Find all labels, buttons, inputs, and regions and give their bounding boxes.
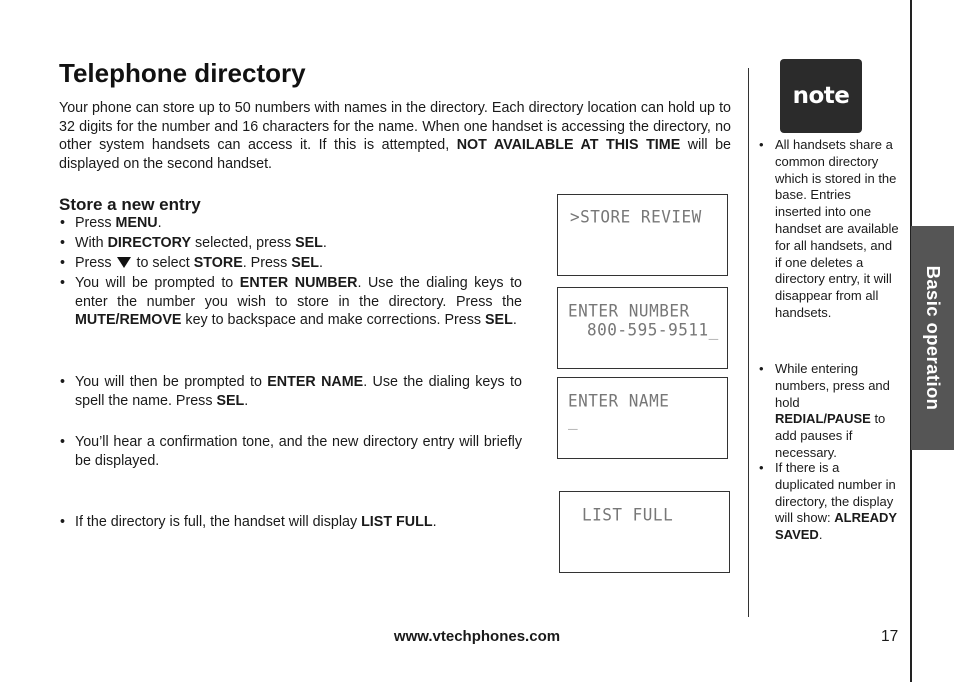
lcd-screen-list-full xyxy=(559,491,730,573)
step-text: Press xyxy=(75,255,116,272)
note-text: While entering numbers, press and hold xyxy=(775,361,890,410)
lcd-line: ENTER NAME xyxy=(568,390,670,411)
step-key: MUTE/REMOVE xyxy=(75,312,182,329)
step-key: SEL xyxy=(295,235,323,252)
lcd-line: LIST FULL xyxy=(582,504,674,525)
step-text: . xyxy=(244,392,249,409)
step-text: key to backspace and make corrections. Press xyxy=(181,312,486,329)
step-item xyxy=(59,513,522,532)
step-item xyxy=(59,254,522,273)
lcd-screen-store-review xyxy=(557,194,728,276)
step-text: You will be prompted to xyxy=(75,275,240,292)
note-item xyxy=(759,361,899,462)
lcd-line: 800-595-9511_ xyxy=(587,319,719,340)
step-key: ENTER NUMBER xyxy=(239,275,358,292)
lcd-screen-enter-name xyxy=(557,377,728,459)
step-key: MENU xyxy=(115,215,158,231)
steps-list xyxy=(59,214,522,332)
note-item xyxy=(759,460,899,544)
step-text: . Use the dialing keys to enter the number you wish to store in the directory. Press the xyxy=(75,275,522,310)
lcd-line: _ xyxy=(568,409,579,430)
footer-url: www.vtechphones.com xyxy=(393,628,561,645)
note-text: If there is a duplicated number in directory, the display will show: xyxy=(775,460,896,526)
intro-text-2: will be displayed on the second handset. xyxy=(59,137,732,172)
intro-bold-1: NOT AVAILABLE AT THIS TIME xyxy=(456,137,681,154)
lcd-line: ENTER NUMBER xyxy=(568,300,690,321)
note-text: to add pauses if necessary. xyxy=(775,411,886,460)
step-text: You will then be prompted to xyxy=(75,374,268,390)
step-full-list xyxy=(59,513,522,532)
note-label: note xyxy=(792,83,850,109)
step-text: . xyxy=(157,215,162,231)
section-side-tab xyxy=(911,226,954,450)
step-name-list xyxy=(59,373,522,410)
note-item: • All handsets share a common directory which is stored in the base. Entries inserted into one handset are available for all handsets, and if one deletes a directory entry, it will disappear from all handsets. xyxy=(759,137,899,322)
step-key: SEL xyxy=(485,312,513,329)
section-heading: Store a new entry xyxy=(59,195,201,214)
step-text: With xyxy=(75,235,108,252)
note-badge xyxy=(780,59,862,133)
step-text: . xyxy=(319,255,323,272)
intro-text-1: Your phone can store up to 50 numbers with names in the directory. Each directory location can hold up to 32 digits for the number and 16 characters for the name. When one handset is accessing the directory, no other system handsets can access it. If this is attempted, xyxy=(59,100,731,154)
step-confirm-list xyxy=(59,433,522,470)
note-key: REDIAL/PAUSE xyxy=(775,411,871,427)
note-list xyxy=(759,137,899,322)
step-text: Press xyxy=(75,215,116,231)
lcd-screen-enter-number xyxy=(557,287,728,369)
step-item xyxy=(59,274,522,330)
step-item: • You’ll hear a confirmation tone, and the new directory entry will briefly be displayed. xyxy=(59,433,522,470)
down-triangle-icon xyxy=(117,257,131,268)
step-text: If the directory is full, the handset will display xyxy=(75,514,362,530)
step-text: . xyxy=(512,312,517,329)
step-text: . Use the dialing keys to spell the name. Press xyxy=(75,374,522,409)
step-text: . Press xyxy=(242,255,292,272)
step-item xyxy=(59,234,522,253)
step-text: . xyxy=(432,514,437,530)
note-list xyxy=(759,460,899,544)
step-text: selected, press xyxy=(191,235,296,252)
note-text: . xyxy=(818,527,823,543)
column-divider xyxy=(748,68,749,617)
page-number: 17 xyxy=(881,628,899,645)
step-text: to select xyxy=(132,255,194,272)
lcd-line: >STORE REVIEW xyxy=(570,206,702,227)
step-key: SEL xyxy=(291,255,320,272)
step-text: . xyxy=(322,235,327,252)
step-key: SEL xyxy=(216,392,245,409)
step-item xyxy=(59,373,522,410)
side-tab-label: Basic operation xyxy=(922,265,944,411)
intro-paragraph xyxy=(59,99,731,173)
note-list xyxy=(759,361,899,462)
step-key: LIST FULL xyxy=(361,514,433,530)
page-title: Telephone directory xyxy=(59,58,306,88)
step-key: ENTER NAME xyxy=(267,374,364,390)
step-item xyxy=(59,214,522,233)
step-key: STORE xyxy=(193,255,243,272)
note-key: ALREADY SAVED xyxy=(775,510,897,543)
step-key: DIRECTORY xyxy=(107,235,191,252)
